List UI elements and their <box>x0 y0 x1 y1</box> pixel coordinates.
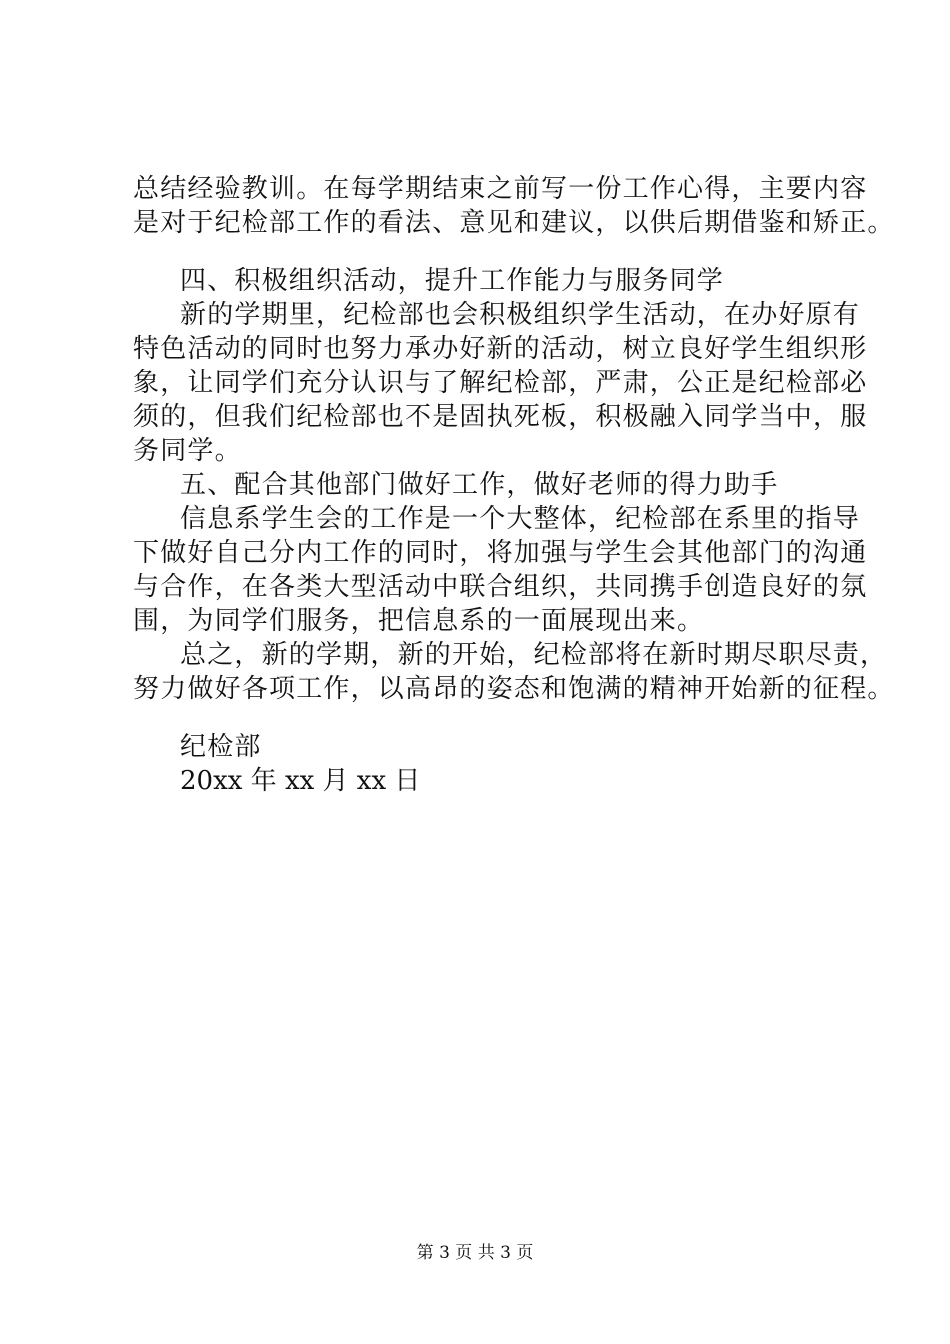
body-line-1: 总结经验教训。在每学期结束之前写一份工作心得，主要内容 <box>133 174 868 204</box>
body-line-13: 围，为同学们服务，把信息系的一面展现出来。 <box>133 606 705 636</box>
date: 20xx 年 xx 月 xx 日 <box>180 766 421 796</box>
body-line-7: 须的，但我们纪检部也不是固执死板，积极融入同学当中，服 <box>133 402 868 432</box>
body-line-5: 特色活动的同时也努力承办好新的活动，树立良好学生组织形 <box>133 334 868 364</box>
page-footer: 第 3 页 共 3 页 <box>416 1243 534 1263</box>
section-heading-4: 四、积极组织活动，提升工作能力与服务同学 <box>180 266 725 296</box>
body-line-12: 与合作，在各类大型活动中联合组织，共同携手创造良好的氛 <box>133 572 868 602</box>
signature: 纪检部 <box>180 732 262 762</box>
body-line-14: 总之，新的学期，新的开始，纪检部将在新时期尽职尽责， <box>180 640 888 670</box>
section-heading-5: 五、配合其他部门做好工作，做好老师的得力助手 <box>180 470 779 500</box>
body-line-2: 是对于纪检部工作的看法、意见和建议，以供后期借鉴和矫正。 <box>133 208 895 238</box>
body-line-11: 下做好自己分内工作的同时，将加强与学生会其他部门的沟通 <box>133 538 868 568</box>
body-line-10: 信息系学生会的工作是一个大整体，纪检部在系里的指导 <box>180 504 861 534</box>
body-line-8: 务同学。 <box>133 436 242 466</box>
body-line-15: 努力做好各项工作，以高昂的姿态和饱满的精神开始新的征程。 <box>133 674 895 704</box>
body-line-6: 象，让同学们充分认识与了解纪检部，严肃，公正是纪检部必 <box>133 368 868 398</box>
body-line-4: 新的学期里，纪检部也会积极组织学生活动，在办好原有 <box>180 300 861 330</box>
